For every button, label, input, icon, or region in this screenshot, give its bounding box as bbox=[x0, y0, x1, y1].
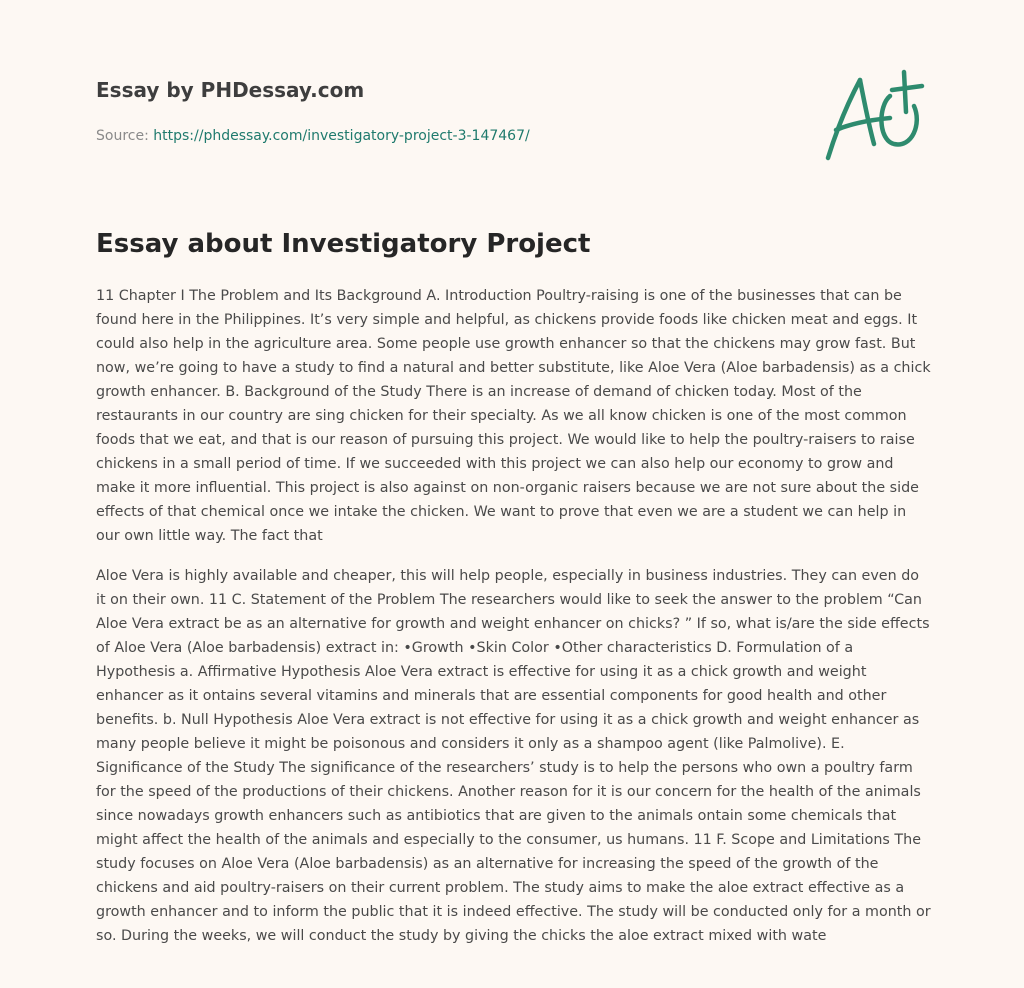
brand-title: Essay by PHDessay.com bbox=[96, 78, 365, 102]
source-link[interactable]: https://phdessay.com/investigatory-project-3-147467/ bbox=[153, 128, 530, 144]
essay-title: Essay about Investigatory Project bbox=[96, 229, 591, 259]
page-header bbox=[96, 76, 696, 146]
paragraph: Aloe Vera is highly available and cheaper, this will help people, especially in business industries. They can even do it on their own. 11 C. Statement of the Problem The researchers would like to seek the answer to the problem “Can Aloe Vera extract be as an alternative for growth and weight enhancer on chicks? ” If so, what is/are the side effects of Aloe Vera (Aloe barbadensis) extract in: •Growth •Skin Color •Other characteristics D. Formulation of a Hypothesis a. Affirmative Hypothesis Aloe Vera extract is effective for using it as a chick growth and weight enhancer as it ontains several vitamins and minerals that are essential components for good health and other benefits. b. Null Hypothesis Aloe Vera extract is not effective for using it as a chick growth and weight enhancer as many people believe it might be poisonous and considers it only as a shampoo agent (like Palmolive). E. Significance of the Study The significance of the researchers’ study is to help the persons who own a poultry farm for the speed of the productions of their chickens. Another reason for it is our concern for the health of the animals since nowadays growth enhancers such as antibiotics that are given to the animals ontain some chemicals that might affect the health of the animals and especially to the consumer, us humans. 11 F. Scope and Limitations The study focuses on Aloe Vera (Aloe barbadensis) as an alternative for increasing the speed of the growth of the chickens and aid poultry-raisers on their current problem. The study aims to make the aloe extract effective as a growth enhancer and to inform the public that it is indeed effective. The study will be conducted only for a month or so. During the weeks, we will conduct the study by giving the chicks the aloe extract mixed with wate bbox=[96, 568, 931, 944]
paragraph: 11 Chapter I The Problem and Its Background A. Introduction Poultry-raising is one of the businesses that can be found here in the Philippines. It’s very simple and helpful, as chickens provide foods like chicken meat and eggs. It could also help in the agriculture area. Some people use growth enhancer so that the chickens may grow fast. But now, we’re going to have a study to find a natural and better substitute, like Aloe Vera (Aloe barbadensis) as a chick growth enhancer. B. Background of the Study There is an increase of demand of chicken today. Most of the restaurants in our country are sing chicken for their specialty. As we all know chicken is one of the most common foods that we eat, and that is our reason of pursuing this project. We would like to help the poultry-raisers to raise chickens in a small period of time. If we succeeded with this project we can also help our economy to grow and make it more influential. This project is also against on non-organic raisers because we are not sure about the side effects of that chemical once we intake the chicken. We want to prove that even we are a student we can help in our own little way. The fact that bbox=[96, 288, 931, 544]
a-plus-logo-icon bbox=[818, 66, 930, 166]
essay-body bbox=[96, 284, 932, 964]
source-line bbox=[96, 126, 696, 146]
source-label: Source: bbox=[96, 128, 154, 144]
